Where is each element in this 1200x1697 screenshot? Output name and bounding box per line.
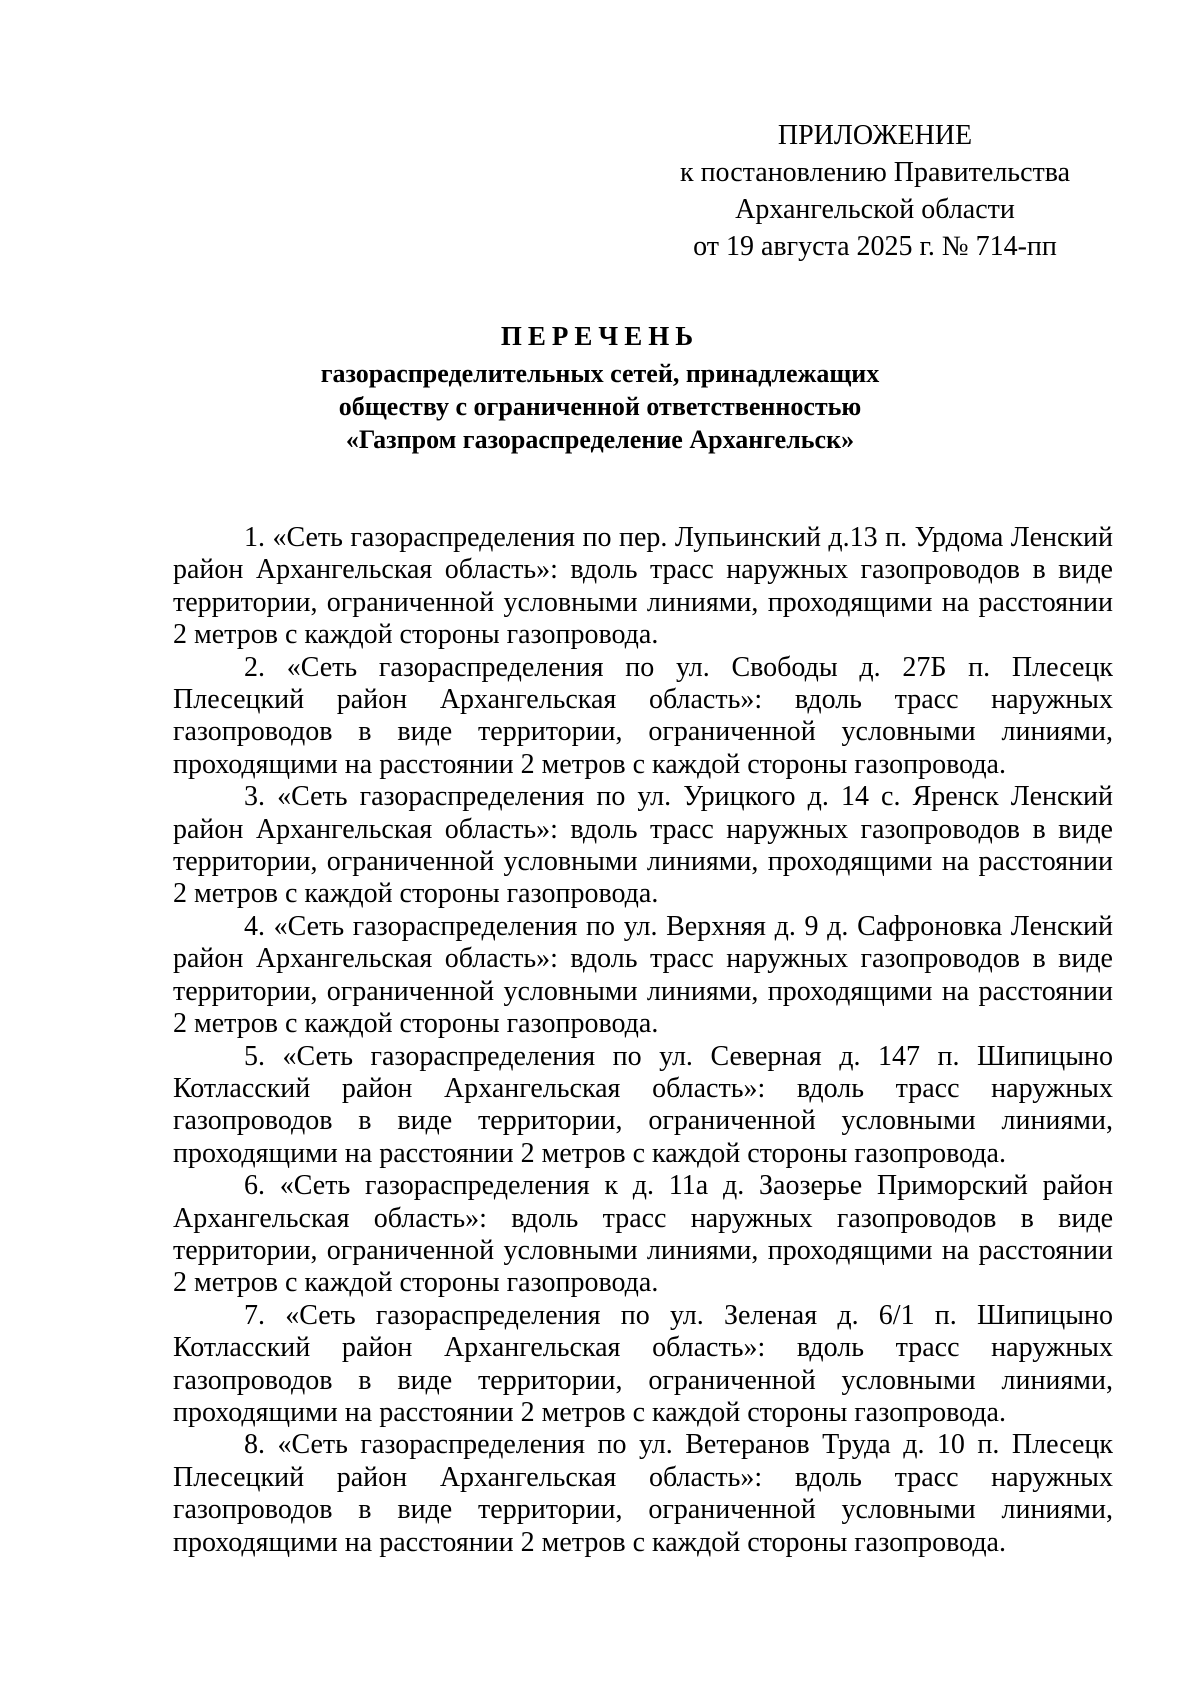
list-item: 2. «Сеть газораспределения по ул. Свободы д. 27Б п. Плесецк Плесецкий район Архангельская область»: вдоль трасс наружных газопроводов в виде территории, ограниченной условными линиями, проходящими на расстоянии 2 метров с каждой стороны газопровода. [173, 651, 1113, 780]
network-list [173, 522, 1113, 1559]
appendix-resolution-ref: к постановлению Правительства [679, 157, 1071, 188]
list-item: 5. «Сеть газораспределения по ул. Северная д. 147 п. Шипицыно Котласский район Архангельская область»: вдоль трасс наружных газопроводов в виде территории, ограниченной условными линиями, проходящими на расстоянии 2 метров с каждой стороны газопровода. [173, 1040, 1113, 1169]
title-subtitle-line-3: «Газпром газораспределение Архангельск» [345, 425, 855, 454]
title-subtitle-line-2: обществу с ограниченной ответственностью [338, 392, 862, 421]
appendix-header [640, 117, 1110, 265]
list-item: 1. «Сеть газораспределения по пер. Лупьинский д.13 п. Урдома Ленский район Архангельская область»: вдоль трасс наружных газопроводов в виде территории, ограниченной условными линиями, проходящими на расстоянии 2 метров с каждой стороны газопровода. [173, 522, 1113, 651]
title-subtitle-line-1: газораспределительных сетей, принадлежащих [320, 359, 880, 388]
appendix-label: ПРИЛОЖЕНИЕ [777, 120, 973, 151]
title-main: ПЕРЕЧЕНЬ [500, 321, 700, 351]
list-item: 6. «Сеть газораспределения к д. 11а д. Заозерье Приморский район Архангельская область»: вдоль трасс наружных газопроводов в виде территории, ограниченной условными линиями, проходящими на расстоянии 2 метров с каждой стороны газопровода. [173, 1170, 1113, 1299]
list-item: 7. «Сеть газораспределения по ул. Зеленая д. 6/1 п. Шипицыно Котласский район Архангельская область»: вдоль трасс наружных газопроводов в виде территории, ограниченной условными линиями, проходящими на расстоянии 2 метров с каждой стороны газопровода. [173, 1299, 1113, 1428]
list-item: 4. «Сеть газораспределения по ул. Верхняя д. 9 д. Сафроновка Ленский район Архангельская область»: вдоль трасс наружных газопроводов в виде территории, ограниченной условными линиями, проходящими на расстоянии 2 метров с каждой стороны газопровода. [173, 910, 1113, 1040]
document-title [170, 318, 1030, 456]
list-item: 8. «Сеть газораспределения по ул. Ветеранов Труда д. 10 п. Плесецк Плесецкий район Архангельская область»: вдоль трасс наружных газопроводов в виде территории, ограниченной условными линиями, проходящими на расстоянии 2 метров с каждой стороны газопровода. [173, 1429, 1113, 1558]
list-item: 3. «Сеть газораспределения по ул. Урицкого д. 14 с. Яренск Ленский район Архангельская область»: вдоль трасс наружных газопроводов в виде территории, ограниченной условными линиями, проходящими на расстоянии 2 метров с каждой стороны газопровода. [173, 781, 1113, 910]
appendix-region: Архангельской области [735, 194, 1015, 225]
appendix-date-number: от 19 августа 2025 г. № 714-пп [693, 231, 1057, 262]
